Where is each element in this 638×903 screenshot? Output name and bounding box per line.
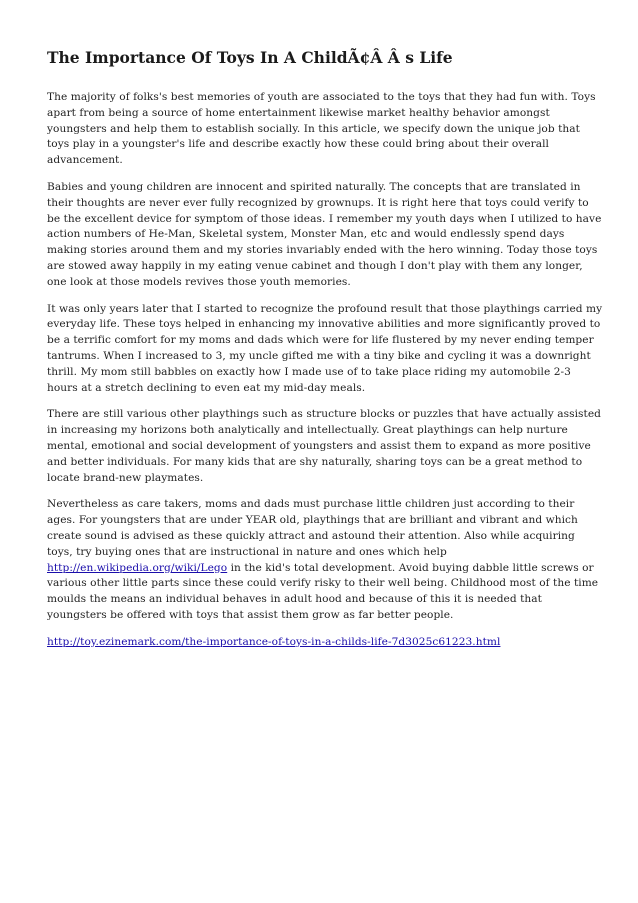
paragraph-5 (47, 497, 603, 623)
document-page (47, 38, 603, 662)
paragraph-4: There are still various other playthings such as structure blocks or puzzles that have actually assisted in increasing my horizons both analytically and intellectually. Great playthings can help nurture mental, emotional and social development of youngsters and assist them to expand as more positive and better individuals. For many kids that are shy naturally, sharing toys can be a great method to locate brand-new playmates. (47, 408, 601, 484)
source-article-link[interactable]: http://toy.ezinemark.com/the-importance-of-toys-in-a-childs-life-7d3025c61223.html (47, 635, 501, 648)
paragraph-1: The majority of folks's best memories of youth are associated to the toys that they had fun with. Toys apart from being a source of home entertainment likewise market healthy behavior amongst youngsters and help them to establish socially. In this article, we specify down the unique job that toys play in a youngster's life and describe exactly how these could bring about their overall advancement. (47, 91, 596, 167)
lego-wiki-link[interactable]: http://en.wikipedia.org/wiki/Lego (47, 561, 228, 574)
paragraph-5-text-after: in the kid's total development. Avoid buying dabble little screws or various other little parts since these could verify risky to their well being. Childhood most of the time moulds the means an individual behaves in adult hood and because of this it is needed that youngsters be offered with toys that assist them grow as far better people. (47, 561, 599, 621)
paragraph-3: It was only years later that I started to recognize the profound result that those playthings carried my everyday life. These toys helped in enhancing my innovative abilities and more significantly proved to be a terrific comfort for my moms and dads which were for life flustered by my never ending temper tantrums. When I increased to 3, my uncle gifted me with a tiny bike and cycling it was a downright thrill. My mom still babbles on exactly how I made use of to take place riding my automobile 2-3 hours at a stretch declining to even eat my mid-day meals. (47, 302, 603, 394)
paragraph-2: Babies and young children are innocent and spirited naturally. The concepts that are translated in their thoughts are never ever fully recognized by grownups. It is right here that toys could verify to be the excellent device for symptom of those ideas. I remember my youth days when I utilized to have action numbers of He-Man, Skeletal system, Monster Man, etc and would endlessly spend days making stories around them and my stories invariably ended with the hero winning. Today those toys are stowed away happily in my eating venue cabinet and though I don't play with them any longer, one look at those models revives those youth memories. (47, 180, 602, 288)
document-title: The Importance Of Toys In A ChildÃ¢Â Â s Life (47, 48, 453, 67)
source-paragraph (47, 635, 603, 651)
paragraph-5-text-before: Nevertheless as care takers, moms and dads must purchase little children just according to their ages. For youngsters that are under YEAR old, playthings that are brilliant and vibrant and which create sound is advised as these quickly attract and astound their attention. Also while acquiring toys, try buying ones that are instructional in nature and ones which help (47, 498, 578, 558)
